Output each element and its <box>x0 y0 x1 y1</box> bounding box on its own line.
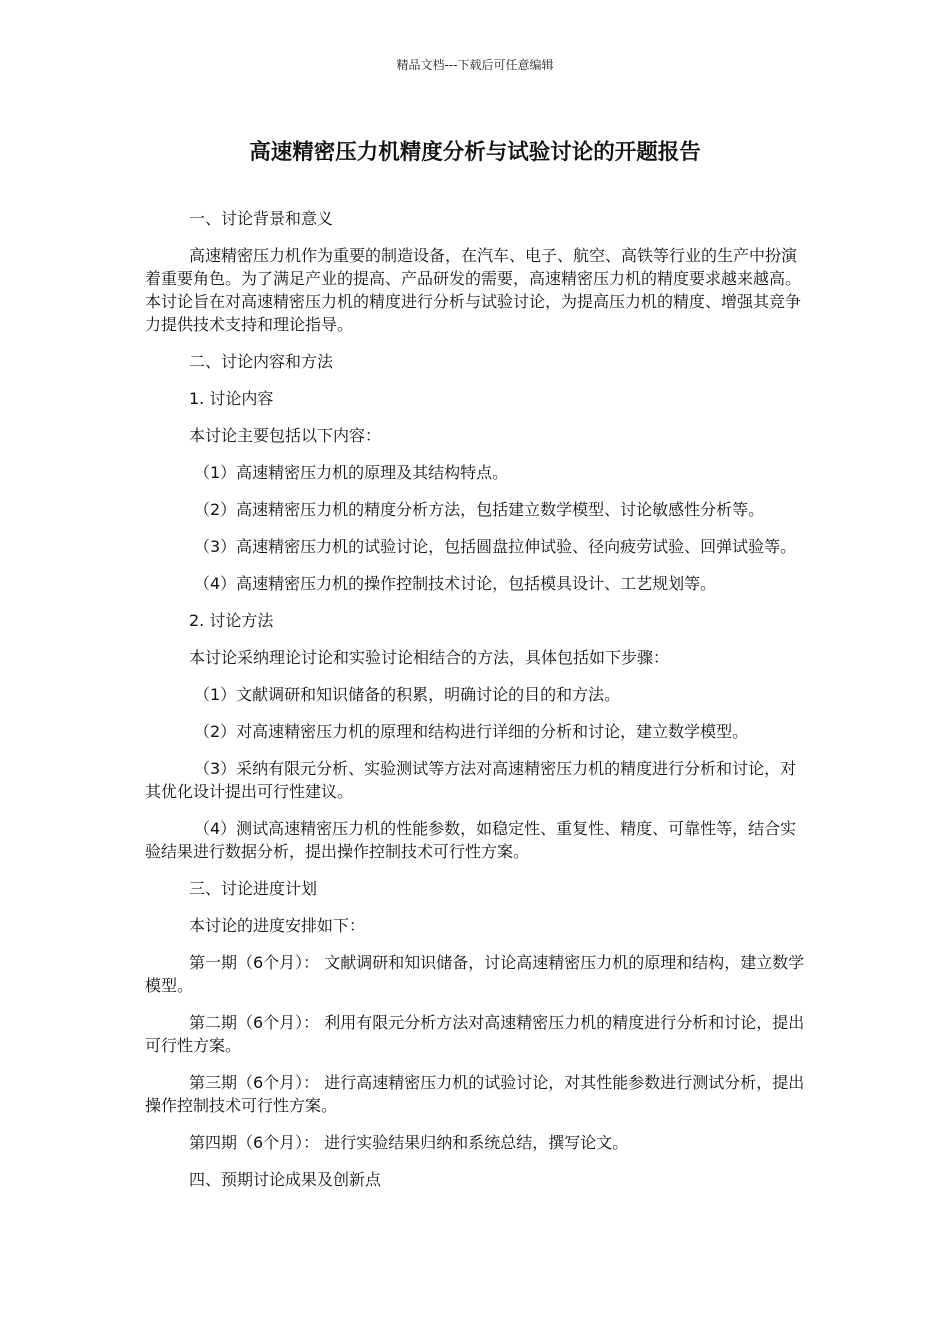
list-item: （1）高速精密压力机的原理及其结构特点。 <box>194 463 509 482</box>
schedule-phase: 第一期（6个月）： 文献调研和知识储备，讨论高速精密压力机的原理和结构，建立数学模型。 <box>145 953 805 995</box>
list-item: （3）采纳有限元分析、实验测试等方法对高速精密压力机的精度进行分析和讨论，对其优化设计提出可行性建议。 <box>145 759 797 801</box>
section-heading-content-method: 二、讨论内容和方法 <box>189 352 334 371</box>
schedule-phase: 第二期（6个月）： 利用有限元分析方法对高速精密压力机的精度进行分析和讨论，提出可行性方案。 <box>145 1013 805 1055</box>
schedule-phase: 第四期（6个月）： 进行实验结果归纳和系统总结，撰写论文。 <box>189 1133 629 1152</box>
list-item: （1）文献调研和知识储备的积累，明确讨论的目的和方法。 <box>194 685 621 704</box>
subsection-heading-method: 2. 讨论方法 <box>189 611 274 630</box>
list-item: （3）高速精密压力机的试验讨论，包括圆盘拉伸试验、径向疲劳试验、回弹试验等。 <box>194 537 797 556</box>
paragraph-method-intro: 本讨论采纳理论讨论和实验讨论相结合的方法，具体包括如下步骤： <box>189 648 670 667</box>
paragraph-schedule-intro: 本讨论的进度安排如下： <box>189 916 366 935</box>
document-body <box>145 207 810 1205</box>
paragraph-background: 高速精密压力机作为重要的制造设备，在汽车、电子、航空、高铁等行业的生产中扮演着重要角色。为了满足产业的提高、产品研发的需要，高速精密压力机的精度要求越来越高。本讨论旨在对高速精密压力机的精度进行分析与试验讨论，为提高压力机的精度、增强其竞争力提供技术支持和理论指导。 <box>145 246 802 334</box>
section-heading-outcomes: 四、预期讨论成果及创新点 <box>189 1170 382 1189</box>
subsection-heading-content: 1. 讨论内容 <box>189 389 274 408</box>
list-item: （4）高速精密压力机的操作控制技术讨论，包括模具设计、工艺规划等。 <box>194 574 717 593</box>
paragraph-content-intro: 本讨论主要包括以下内容： <box>189 426 382 445</box>
page-header: 精品文档---下载后可任意编辑 <box>396 58 554 72</box>
list-item: （2）高速精密压力机的精度分析方法，包括建立数学模型、讨论敏感性分析等。 <box>194 500 765 519</box>
list-item: （2）对高速精密压力机的原理和结构进行详细的分析和讨论，建立数学模型。 <box>194 722 749 741</box>
list-item: （4）测试高速精密压力机的性能参数，如稳定性、重复性、精度、可靠性等，结合实验结果进行数据分析，提出操作控制技术可行性方案。 <box>145 819 797 861</box>
section-heading-background: 一、讨论背景和意义 <box>189 209 334 228</box>
document-title: 高速精密压力机精度分析与试验讨论的开题报告 <box>249 140 701 165</box>
section-heading-schedule: 三、讨论进度计划 <box>189 879 318 898</box>
schedule-phase: 第三期（6个月）： 进行高速精密压力机的试验讨论，对其性能参数进行测试分析，提出操作控制技术可行性方案。 <box>145 1073 805 1115</box>
